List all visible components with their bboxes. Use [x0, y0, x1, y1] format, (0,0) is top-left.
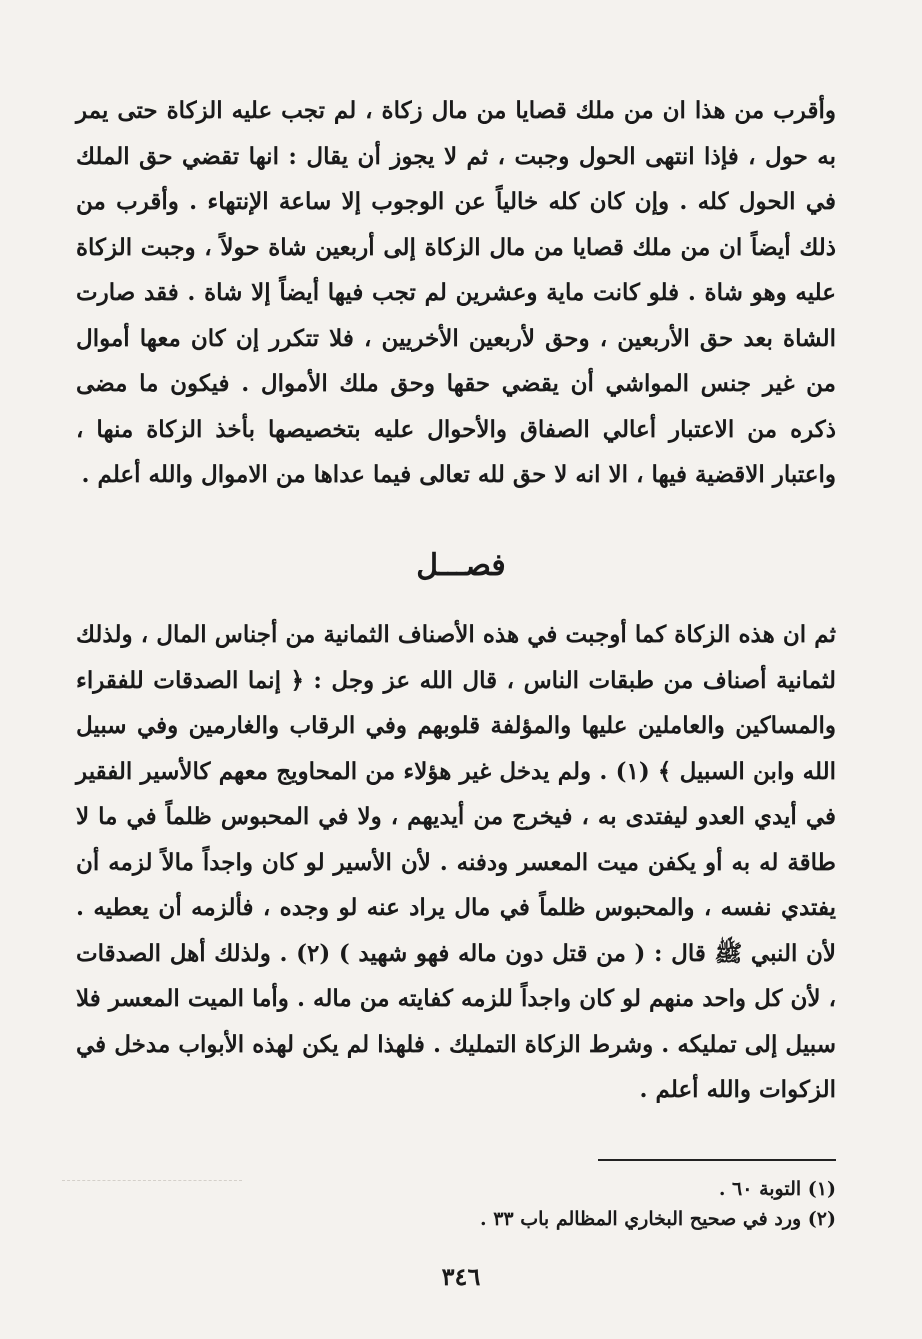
footnotes: [420, 1174, 836, 1234]
footnote-1: (١) التوبة ٦٠ .: [718, 1178, 836, 1200]
footnote-2: (٢) ورد في صحيح البخاري المظالم باب ٣٣ .: [479, 1208, 836, 1230]
paragraph-zakat-ownership: وأقرب من هذا ان من ملك قصايا من مال زكاة ، لم تجب عليه الزكاة حتى يمر به حول ، فإذا انتهى الحول وجبت ، ثم لا يجوز أن يقال : انها تقضي حق الملك في الحول كله . وإن كان كله خالياً عن الوجوب إلا ساعة الإنتهاء . وأقرب من ذلك أيضاً ان من ملك قصايا من مال الزكاة إلى أربعين شاة حولاً ، وجبت الزكاة عليه وهو شاة . فلو كانت ماية وعشرين لم تجب فيها أيضاً إلا شاة . فقد صارت الشاة بعد حق الأربعين ، وحق لأربعين الأخريين ، فلا تتكرر إن كان معها أموال من غير جنس المواشي أن يقضي حقها وحق ملك الأموال . فيكون ما مضى ذكره من الاعتبار أعالي الصفاق والأحوال عليه بتخصيصها بأخذ الزكاة منها ، واعتبار الاقضية فيها ، الا انه لا حق لله تعالى فيما عداها من الاموال والله أعلم .: [76, 97, 836, 488]
faint-bleed-through: [62, 1180, 242, 1181]
page-number: ٣٤٦: [441, 1262, 481, 1291]
section-heading: فصـــل: [416, 548, 506, 583]
paragraph-zakat-recipients: ثم ان هذه الزكاة كما أوجبت في هذه الأصناف الثمانية من أجناس المال ، ولذلك لثمانية أصناف من طبقات الناس ، قال الله عز وجل : ﴿ إنما الصدقات للفقراء والمساكين والعاملين عليها والمؤلفة قلوبهم وفي الرقاب والغارمين وفي سبيل الله وابن السبيل ﴾ (١) . ولم يدخل غير هؤلاء من المحاويج معهم كالأسير الفقير في أيدي العدو ليفتدى به ، فيخرج من أيديهم ، ولا في المحبوس ظلماً في ما لا طاقة له به أو يكفن ميت المعسر ودفنه . لأن الأسير لو كان واجداً مالاً لزمه أن يفتدي نفسه ، والمحبوس ظلماً في مال يراد عنه لو وجده ، فألزمه أن يعطيه . لأن النبي ﷺ قال : ( من قتل دون ماله فهو شهيد ) (٢) . ولذلك أهل الصدقات ، لأن كل واحد منهم لو كان واجداً للزمه كفايته من ماله . وأما الميت المعسر فلا سبيل إلى تمليكه . وشرط الزكاة التمليك . فلهذا لم يكن لهذه الأبواب مدخل في الزكوات والله أعلم .: [76, 621, 837, 1103]
footnote-divider: [598, 1159, 836, 1161]
